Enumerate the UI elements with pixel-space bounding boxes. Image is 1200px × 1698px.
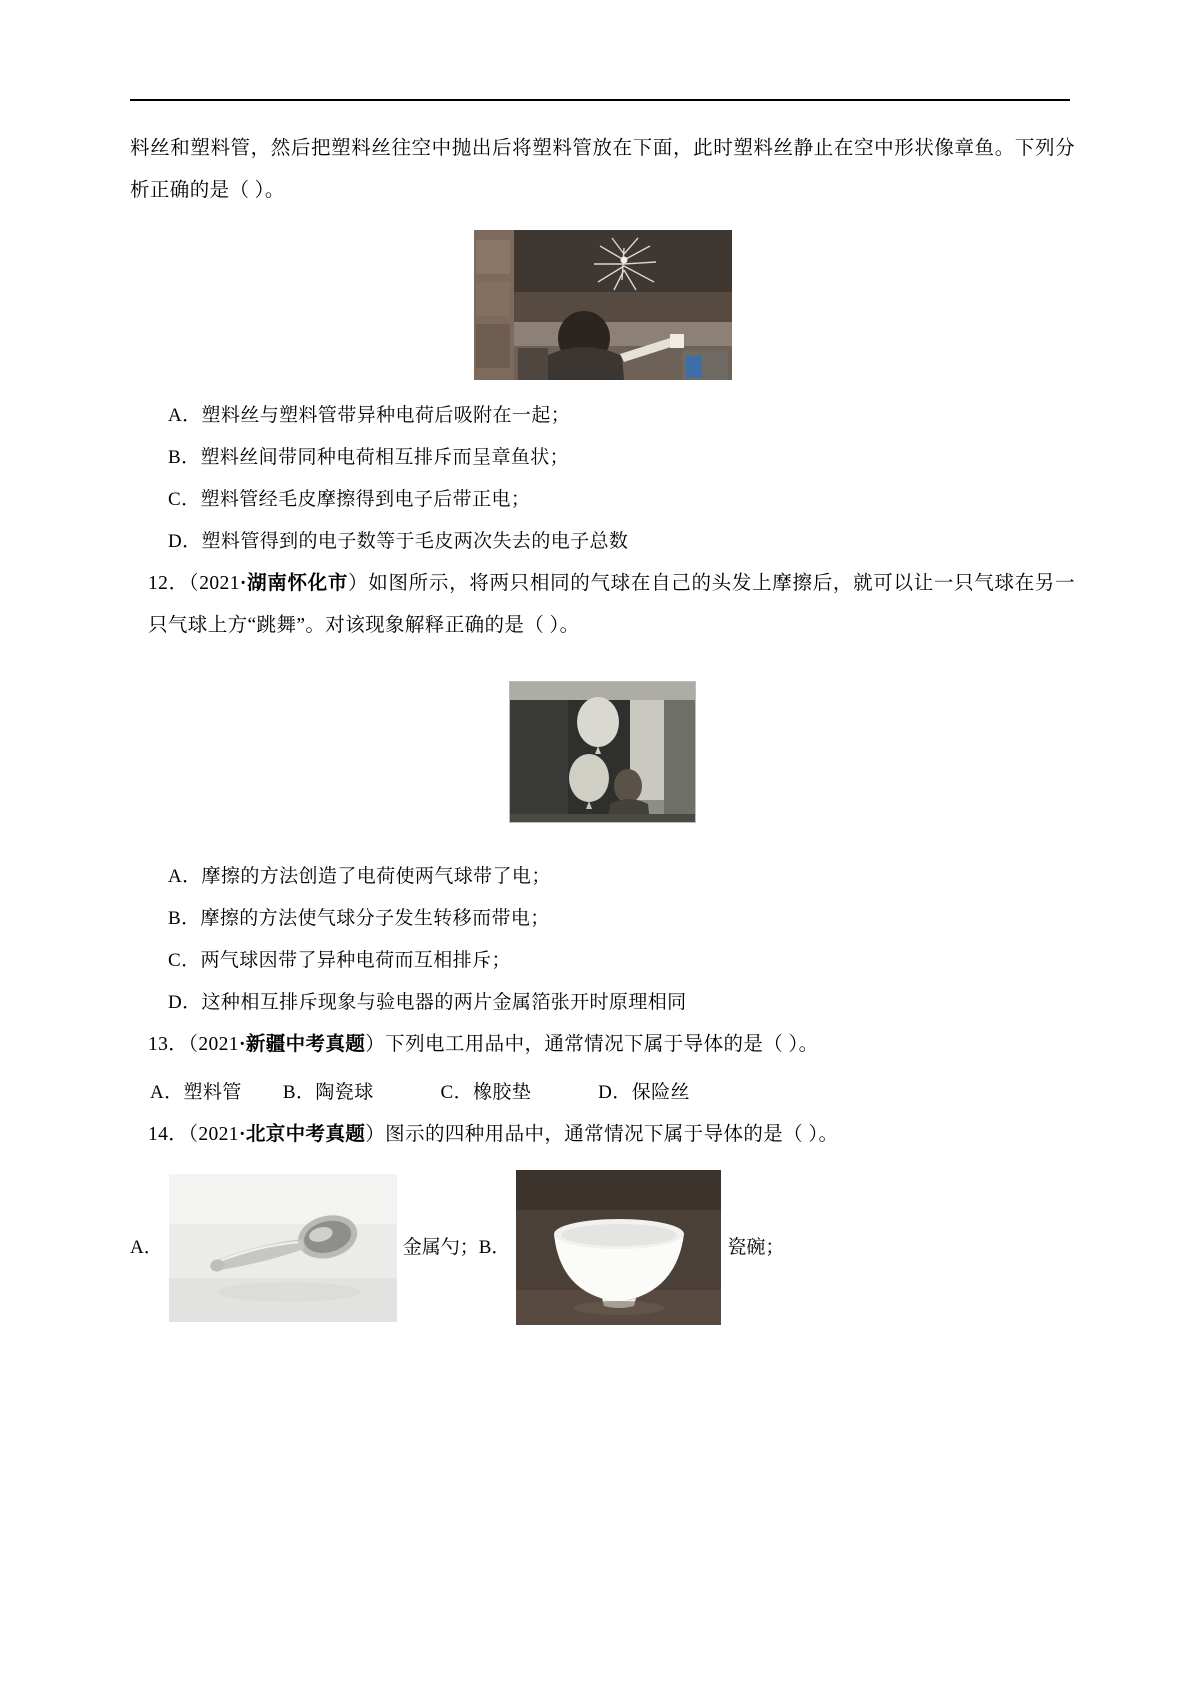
q13-dot: · (238, 1034, 246, 1055)
q14-dot: · (238, 1124, 246, 1145)
figure-balloon-wrap (130, 653, 1075, 856)
q11-option-c: C．塑料管经毛皮摩擦得到电子后带正电； (168, 489, 531, 510)
q14-option-a-label: A． (130, 1236, 163, 1258)
q14-stem (130, 1114, 1075, 1156)
q13-source: 新疆中考真题 (245, 1034, 366, 1055)
q12-option-d: D．这种相互排斥现象与验电器的两片金属箔张开时原理相同 (168, 992, 687, 1013)
q12-option-a: A．摩擦的方法创造了电荷使两气球带了电； (168, 866, 551, 887)
q13-stem (130, 1024, 1075, 1066)
q12-option-b: B．摩擦的方法使气球分子发生转移而带电； (168, 908, 550, 929)
q14-source: 北京中考真题 (245, 1124, 366, 1145)
photo-porcelain-bowl (516, 1170, 721, 1325)
q11-option-b: B．塑料丝间带同种电荷相互排斥而呈章鱼状； (168, 447, 570, 468)
q12-text: ）如图所示，将两只相同的气球在自己的头发上摩擦后，就可以让一只气球在另一只气球上方“跳舞”。对该现象解释正确的是（ ）。 (148, 573, 1075, 636)
q14-text: ）图示的四种用品中，通常情况下属于导体的是（ ）。 (365, 1124, 839, 1145)
q11-stem: 料丝和塑料管，然后把塑料丝往空中抛出后将塑料管放在下面，此时塑料丝静止在空中形状像章鱼。下列分析正确的是（ ）。 (130, 138, 1075, 201)
q12-dot: · (239, 573, 247, 594)
q13-options: A．塑料管 B．陶瓷球 C．橡胶垫 D．保险丝 (150, 1082, 690, 1103)
q14-figure-row (130, 1170, 1075, 1325)
photo-octopus-static (474, 230, 732, 380)
q13-number: 13．（2021 (148, 1034, 239, 1055)
photo-balloon-static (509, 681, 696, 823)
q14-number: 14．（2021 (148, 1124, 239, 1145)
q12-option-c: C．两气球因带了异种电荷而互相排斥； (168, 950, 511, 971)
document-content (130, 128, 1075, 1325)
q11-option-d: D．塑料管得到的电子数等于毛皮两次失去的电子总数 (168, 531, 629, 552)
header-rule (130, 99, 1070, 101)
q12-number: 12．（2021 (148, 573, 240, 594)
q12-stem (130, 563, 1075, 647)
q14-caption-a: 金属勺；B． (402, 1236, 511, 1258)
q14-caption-b: 瓷碗； (727, 1236, 785, 1258)
q12-source: 湖南怀化市 (246, 573, 349, 594)
figure-octopus-wrap (130, 218, 1075, 395)
photo-metal-spoon (169, 1174, 397, 1322)
q13-text: ）下列电工用品中，通常情况下属于导体的是（ ）。 (365, 1034, 819, 1055)
q11-option-a: A．塑料丝与塑料管带异种电荷后吸附在一起； (168, 405, 571, 426)
